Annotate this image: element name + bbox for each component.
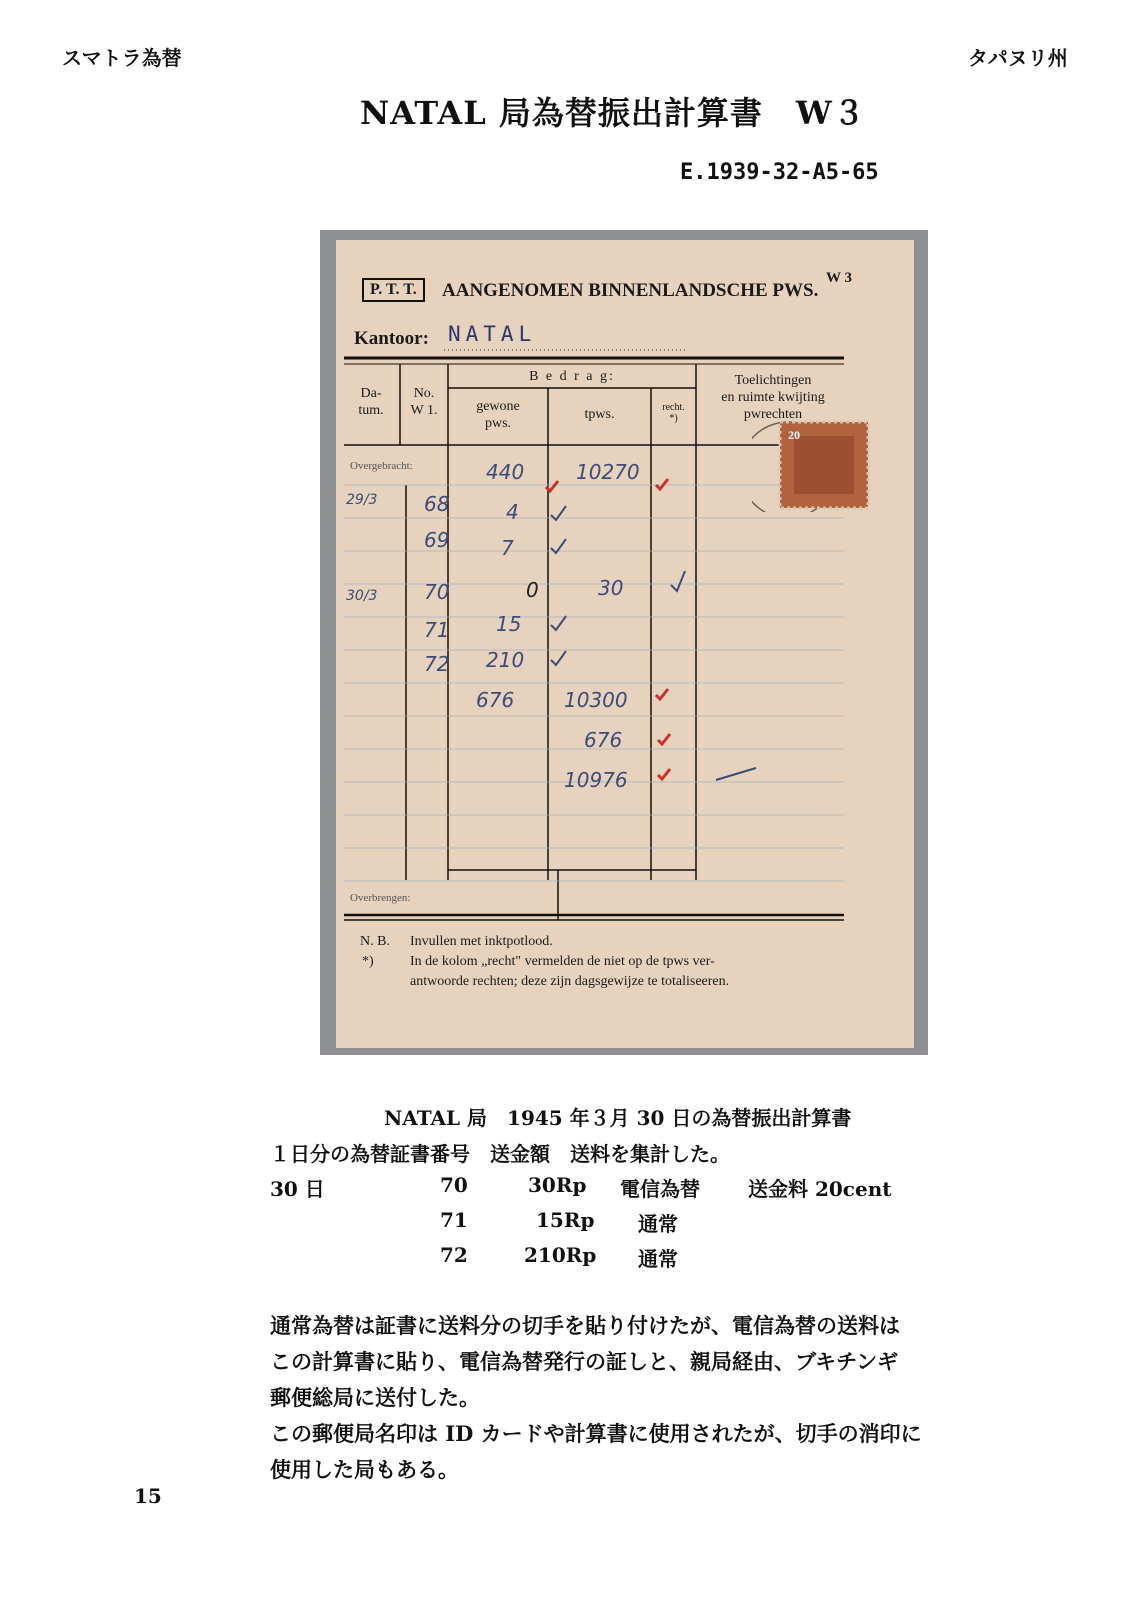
page-number: 15 [134,1484,162,1508]
row-gewone: 7 [501,536,514,560]
stamp-value: 20 [788,428,800,442]
header-left: スマトラ為替 [62,46,182,70]
paragraph-line: 郵便総局に送付した。 [270,1385,480,1410]
ptt-box: P. T. T. [362,278,425,302]
note-star: *) [362,954,374,969]
row-grand-total: 10976 [564,768,628,792]
col-recht: recht. *) [662,402,685,424]
overgebracht-label: Overgebracht: [350,460,413,472]
caption-line-2: １日分の為替証書番号 送金額 送料を集計した。 [270,1142,730,1166]
row-no: 70 [424,580,450,604]
col-bedrag: B e d r a g: [529,369,615,384]
row-day: 30 日 [270,1177,325,1201]
form-title: AANGENOMEN BINNENLANDSCHE PWS. [442,280,819,301]
row-no: 72 [424,652,450,676]
row-type: 電信為替 [620,1177,700,1201]
form-code: W 3 [826,270,852,286]
row-gewone: 15 [496,612,522,636]
row-no: 70 [440,1173,468,1197]
row-gewone: 210 [486,648,525,672]
note-line-2: In de kolom „recht" vermelden de niet op de tpws ver- [410,954,715,969]
col-toelichtingen: Toelichtingen en ruimte kwijting pwrechten [721,373,825,422]
note-nb: N. B. [360,934,390,949]
kantoor-label: Kantoor: [354,328,429,349]
row-amount: 15Rp [536,1208,595,1232]
row-amount: 30Rp [528,1173,587,1197]
kantoor-value: NATAL [448,322,537,346]
paragraph-line: 使用した局もある。 [270,1457,459,1482]
row-tpws: 676 [584,728,623,752]
header-right: タパヌリ州 [968,46,1068,70]
row-no: 71 [440,1208,468,1232]
col-gewone: gewone pws. [476,399,520,431]
paragraph-line: この計算書に貼り、電信為替発行の証しと、親局経由、ブキチンギ [270,1349,899,1374]
row-date: 29/3 [346,492,378,508]
row-tpws: 30 [598,576,624,600]
row-total-gewone: 676 [476,688,515,712]
note-line-3: antwoorde rechten; deze zijn dagsgewijze te totaliseeren. [410,974,730,989]
form-document [336,240,914,1048]
col-tpws: tpws. [584,407,615,422]
postage-stamp [752,418,870,512]
form-grid [336,240,914,1048]
overbrengen-label: Overbrengen: [350,892,411,904]
row-tpws: 10270 [576,460,640,484]
row-gewone: 0 [526,578,539,602]
row-gewone: 4 [506,500,519,524]
row-no: 72 [440,1243,468,1267]
row-date: 30/3 [346,588,378,604]
row-no: 71 [424,618,450,642]
row-type: 通常 [638,1212,678,1236]
row-no: 68 [424,492,450,516]
catalog-code: E.1939-32-A5-65 [680,160,879,185]
row-type: 通常 [638,1247,678,1271]
row-fee: 送金料 20cent [748,1177,892,1201]
row-amount: 210Rp [524,1243,597,1267]
row-total-tpws: 10300 [564,688,628,712]
caption-line-1: NATAL 局 1945 年３月 30 日の為替振出計算書 [384,1106,852,1130]
page-title: NATAL 局為替振出計算書 W３ [360,94,866,132]
note-line-1: Invullen met inktpotlood. [410,934,553,949]
col-datum: Da- tum. [358,386,384,418]
row-gewone: 440 [486,460,525,484]
paragraph-line: 通常為替は証書に送料分の切手を貼り付けたが、電信為替の送料は [270,1313,900,1338]
row-no: 69 [424,528,450,552]
col-no: No. W 1. [410,386,438,418]
paragraph-line: この郵便局名印は ID カードや計算書に使用されたが、切手の消印に [270,1421,922,1446]
